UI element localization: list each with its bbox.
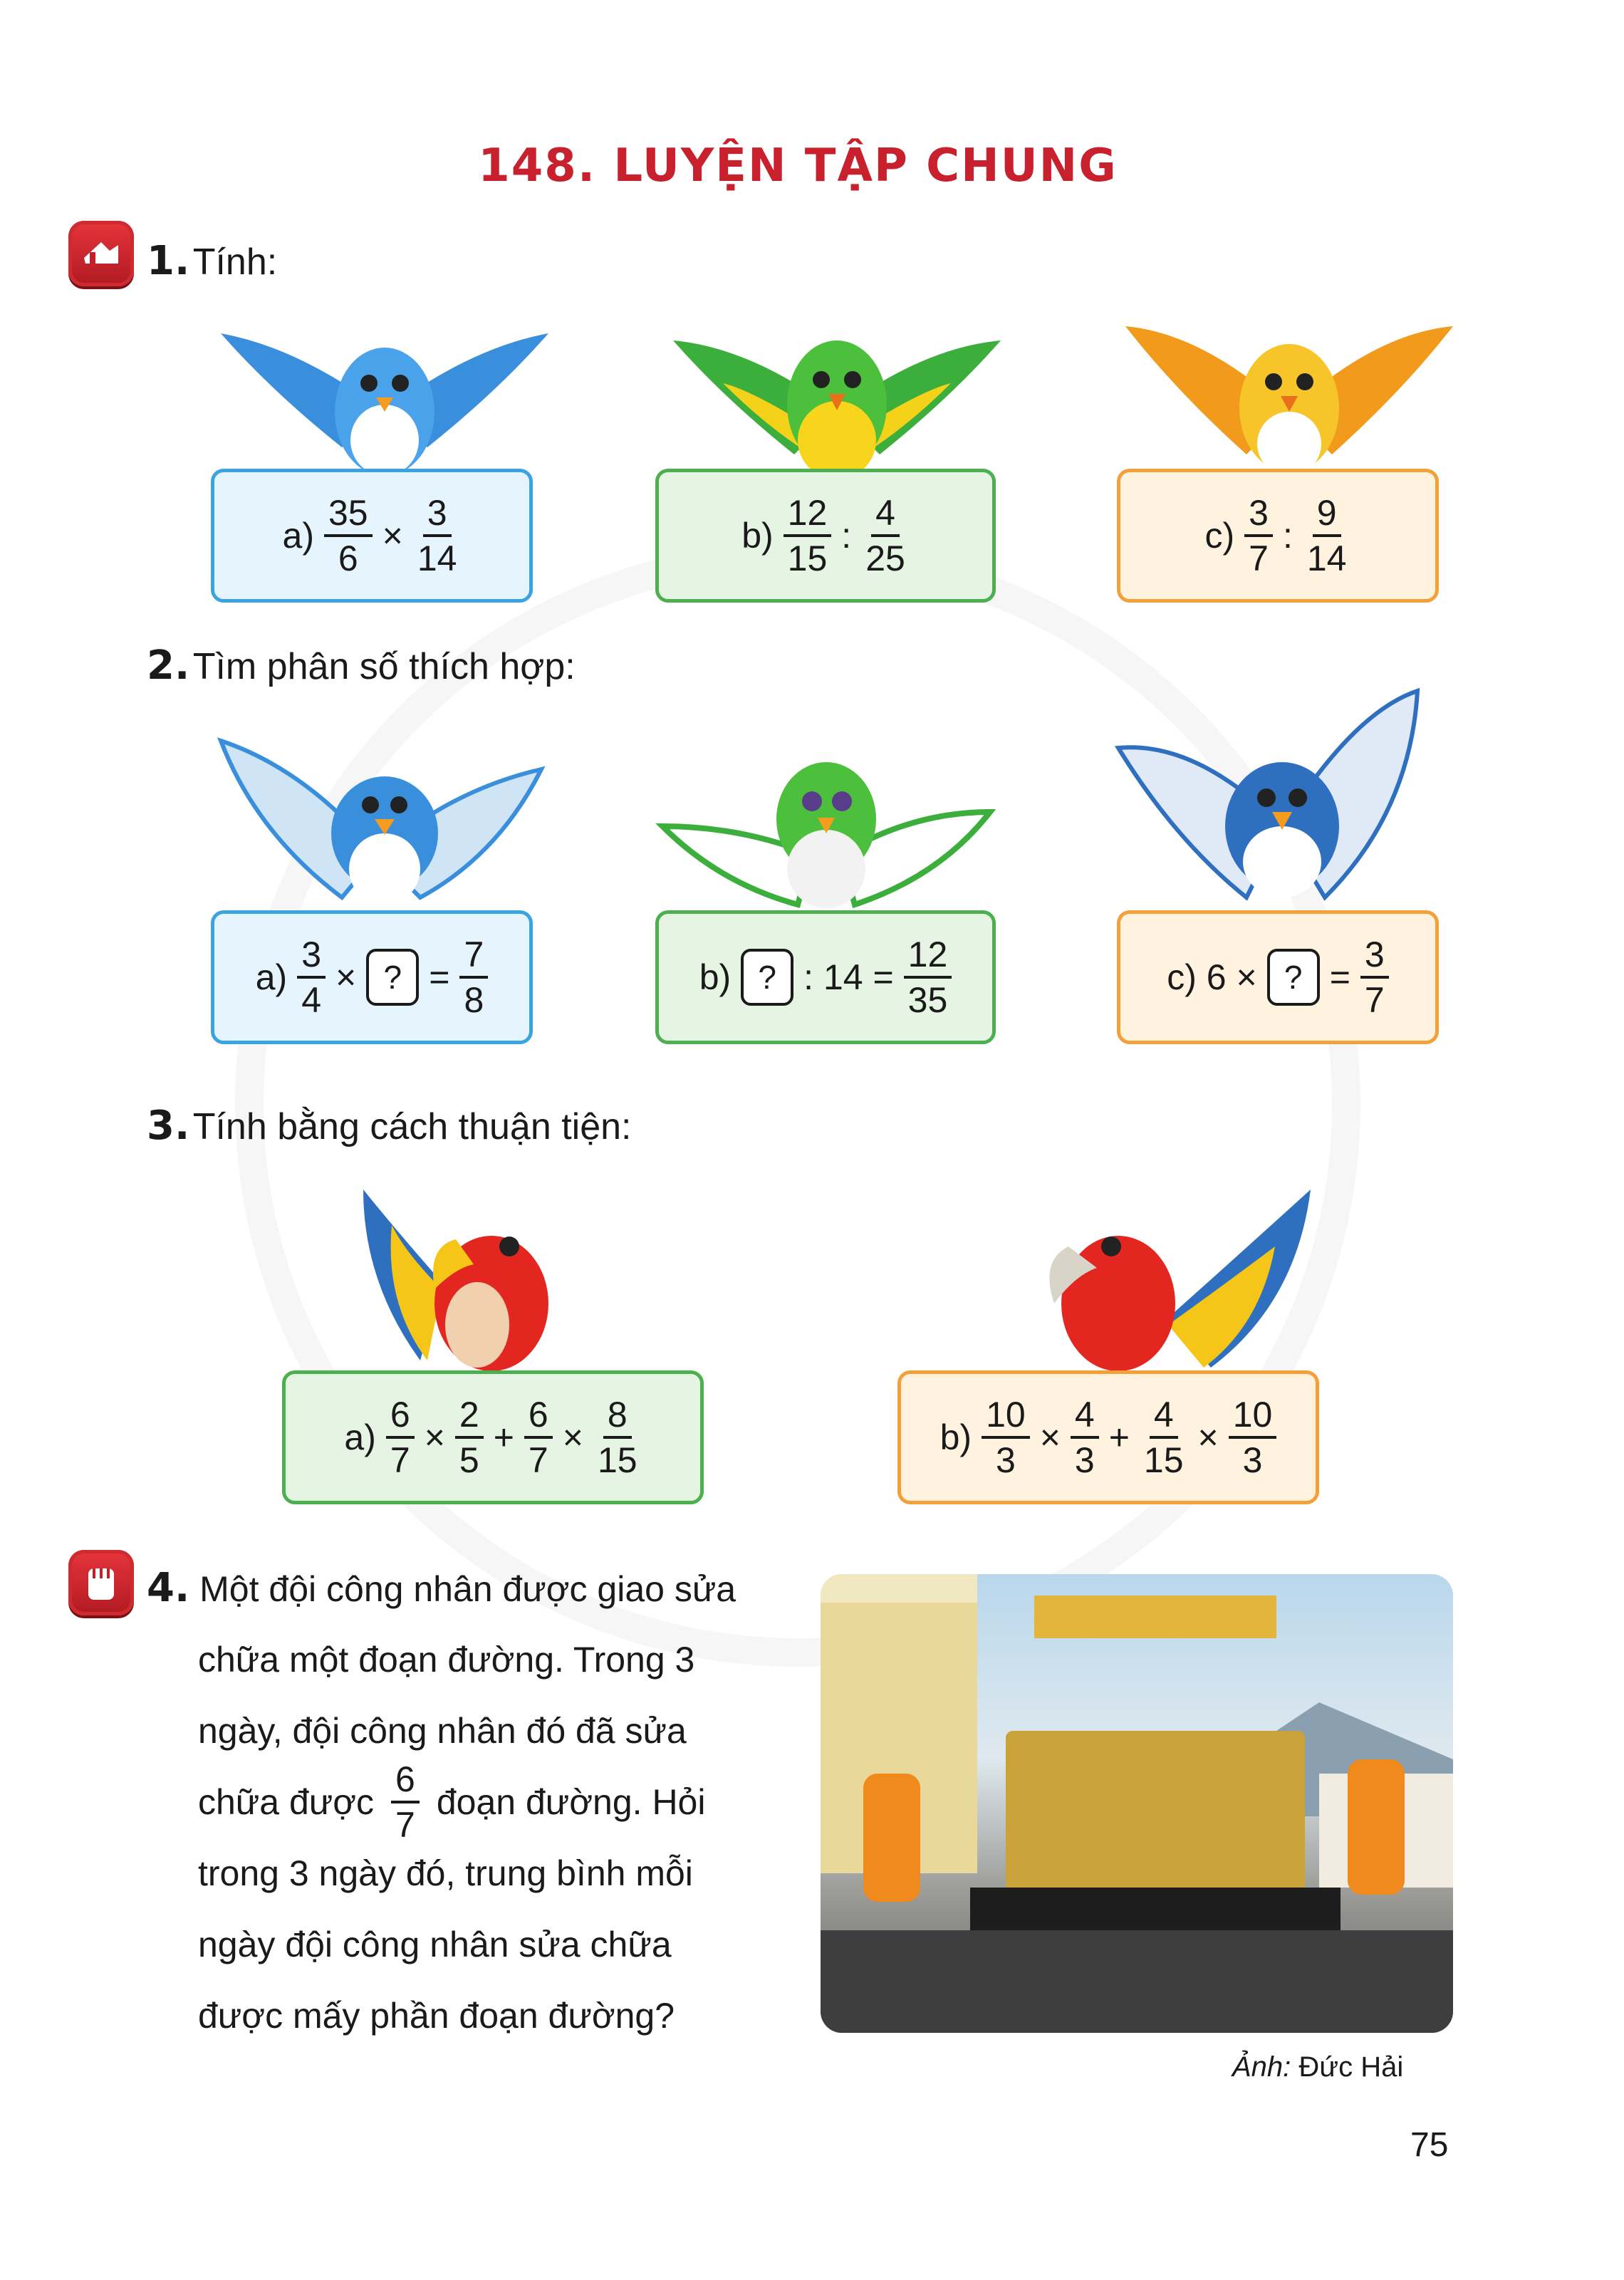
ex3-item-b bbox=[897, 1370, 1319, 1504]
ex4-line-text: chữa một đoạn đường. Trong 3 bbox=[198, 1640, 695, 1680]
denominator: 3 bbox=[1074, 1440, 1095, 1480]
operator: × bbox=[424, 1417, 445, 1457]
blue-bird-illustration bbox=[214, 305, 556, 476]
denominator: 3 bbox=[995, 1440, 1016, 1480]
ex4-line-text: trong 3 ngày đó, trung bình mỗi bbox=[198, 1853, 693, 1893]
exercise-number: 3. bbox=[147, 1103, 190, 1149]
denominator: 35 bbox=[907, 980, 948, 1020]
numerator: 10 bbox=[982, 1396, 1030, 1440]
ex4-line-text: đoạn đường. Hỏi bbox=[436, 1782, 706, 1822]
ex2-item-a bbox=[211, 910, 533, 1044]
fraction bbox=[904, 936, 952, 1019]
exercise-number: 4. bbox=[147, 1565, 190, 1611]
blue-bird-illustration bbox=[214, 727, 548, 912]
unknown-box: ? bbox=[366, 949, 419, 1006]
numerator: 3 bbox=[1360, 936, 1389, 979]
operator: × bbox=[562, 1417, 583, 1457]
ex3-item-a bbox=[282, 1370, 704, 1504]
ex2-item-c bbox=[1117, 910, 1439, 1044]
fraction bbox=[324, 494, 373, 578]
numerator: 3 bbox=[423, 494, 452, 538]
fraction bbox=[1244, 494, 1273, 578]
item-label: a) bbox=[344, 1417, 376, 1457]
denominator: 15 bbox=[787, 538, 828, 578]
numerator: 4 bbox=[1150, 1396, 1178, 1440]
denominator: 6 bbox=[338, 538, 358, 578]
item-label: c) bbox=[1204, 516, 1235, 556]
expression-text: : 14 = bbox=[803, 957, 894, 997]
caption-prefix: Ảnh: bbox=[1232, 2051, 1291, 2083]
ex2-item-b bbox=[655, 910, 996, 1044]
apply-icon bbox=[68, 1550, 134, 1615]
denominator: 7 bbox=[390, 1440, 410, 1480]
numerator: 4 bbox=[871, 494, 900, 538]
fraction bbox=[297, 936, 326, 1019]
exercise-1-heading bbox=[147, 238, 277, 284]
exercise-4-text bbox=[147, 1553, 788, 1625]
fraction bbox=[459, 936, 488, 1019]
page-number: 75 bbox=[1410, 2126, 1449, 2164]
ex1-item-a bbox=[211, 469, 533, 603]
operator: × bbox=[1197, 1417, 1219, 1457]
denominator: 7 bbox=[528, 1440, 548, 1480]
numerator: 6 bbox=[524, 1396, 553, 1440]
ex4-line bbox=[147, 1553, 788, 1625]
operator: × bbox=[335, 957, 357, 997]
ex4-line-text: được mấy phần đoạn đường? bbox=[198, 1996, 675, 2036]
denominator: 7 bbox=[1364, 980, 1385, 1020]
numerator: 6 bbox=[391, 1761, 420, 1804]
ex1-item-b bbox=[655, 469, 996, 603]
ex4-line-text: Một đội công nhân được giao sửa bbox=[199, 1569, 736, 1609]
road-paver-photo bbox=[821, 1574, 1453, 2033]
ex4-line-text: chữa được bbox=[198, 1782, 375, 1822]
denominator: 8 bbox=[464, 980, 484, 1020]
parrot-illustration bbox=[1026, 1182, 1325, 1375]
orange-bird-illustration bbox=[1118, 305, 1460, 476]
operator: × bbox=[382, 516, 403, 556]
numerator: 7 bbox=[459, 936, 488, 979]
numerator: 12 bbox=[784, 494, 832, 538]
fraction bbox=[1071, 1396, 1099, 1479]
denominator: 25 bbox=[865, 538, 905, 578]
numerator: 4 bbox=[1071, 1396, 1099, 1440]
exercise-2-heading bbox=[147, 642, 576, 689]
item-label: b) bbox=[699, 957, 732, 997]
operator: + bbox=[1108, 1417, 1130, 1457]
operator: × bbox=[1039, 1417, 1061, 1457]
fraction bbox=[784, 494, 832, 578]
numerator: 10 bbox=[1229, 1396, 1277, 1440]
exercise-number: 1. bbox=[147, 238, 190, 284]
denominator: 14 bbox=[417, 538, 457, 578]
green-bird-illustration bbox=[666, 305, 1008, 476]
denominator: 14 bbox=[1306, 538, 1347, 578]
denominator: 7 bbox=[1249, 538, 1269, 578]
fraction bbox=[1140, 1396, 1188, 1479]
denominator: 7 bbox=[395, 1805, 415, 1845]
ex4-line-text: ngày đội công nhân sửa chữa bbox=[198, 1925, 672, 1964]
exercise-number: 2. bbox=[147, 642, 190, 689]
fraction bbox=[524, 1396, 553, 1479]
numerator: 3 bbox=[297, 936, 326, 979]
ex4-line-with-fraction bbox=[198, 1759, 778, 1845]
item-label: c) 6 × bbox=[1167, 957, 1257, 997]
fraction bbox=[593, 1396, 642, 1479]
photo-caption bbox=[1232, 2051, 1403, 2083]
item-label: a) bbox=[282, 516, 314, 556]
fraction bbox=[1229, 1396, 1277, 1479]
numerator: 6 bbox=[386, 1396, 415, 1440]
unknown-box: ? bbox=[741, 949, 793, 1006]
ex4-line-text: ngày, đội công nhân đó đã sửa bbox=[198, 1711, 687, 1751]
denominator: 4 bbox=[301, 980, 322, 1020]
fraction bbox=[391, 1761, 420, 1844]
numerator: 12 bbox=[904, 936, 952, 979]
blue-bird-illustration bbox=[1111, 684, 1453, 912]
photo-graphic bbox=[821, 1574, 1453, 2033]
item-label: b) bbox=[939, 1417, 972, 1457]
exercise-text: Tính: bbox=[192, 241, 278, 283]
equals-sign: = bbox=[429, 957, 450, 997]
numerator: 2 bbox=[455, 1396, 484, 1440]
fraction bbox=[386, 1396, 415, 1479]
exercise-text: Tính bằng cách thuận tiện: bbox=[192, 1106, 632, 1147]
numerator: 9 bbox=[1313, 494, 1341, 538]
unknown-box: ? bbox=[1267, 949, 1320, 1006]
numerator: 3 bbox=[1244, 494, 1273, 538]
operator: : bbox=[841, 516, 852, 556]
item-label: a) bbox=[255, 957, 288, 997]
fraction bbox=[1360, 936, 1389, 1019]
ex4-body bbox=[198, 1624, 778, 2051]
green-bird-illustration bbox=[655, 734, 997, 912]
exercise-3-heading bbox=[147, 1103, 631, 1149]
page-title: 148. LUYỆN TẬP CHUNG bbox=[478, 140, 1118, 192]
numerator: 35 bbox=[324, 494, 373, 538]
operator: : bbox=[1282, 516, 1293, 556]
equals-sign: = bbox=[1329, 957, 1350, 997]
fraction bbox=[455, 1396, 484, 1479]
ex1-item-c bbox=[1117, 469, 1439, 603]
fraction bbox=[1303, 494, 1351, 578]
item-label: b) bbox=[741, 516, 774, 556]
fraction bbox=[413, 494, 462, 578]
denominator: 15 bbox=[597, 1440, 637, 1480]
fraction bbox=[861, 494, 910, 578]
caption-author: Đức Hải bbox=[1298, 2051, 1404, 2083]
denominator: 3 bbox=[1242, 1440, 1263, 1480]
fraction bbox=[982, 1396, 1030, 1479]
parrot-illustration bbox=[349, 1182, 584, 1375]
numerator: 8 bbox=[603, 1396, 632, 1440]
denominator: 15 bbox=[1143, 1440, 1184, 1480]
exercise-text: Tìm phân số thích hợp: bbox=[192, 646, 576, 687]
operator: + bbox=[493, 1417, 514, 1457]
compute-icon bbox=[68, 221, 134, 286]
denominator: 5 bbox=[459, 1440, 479, 1480]
